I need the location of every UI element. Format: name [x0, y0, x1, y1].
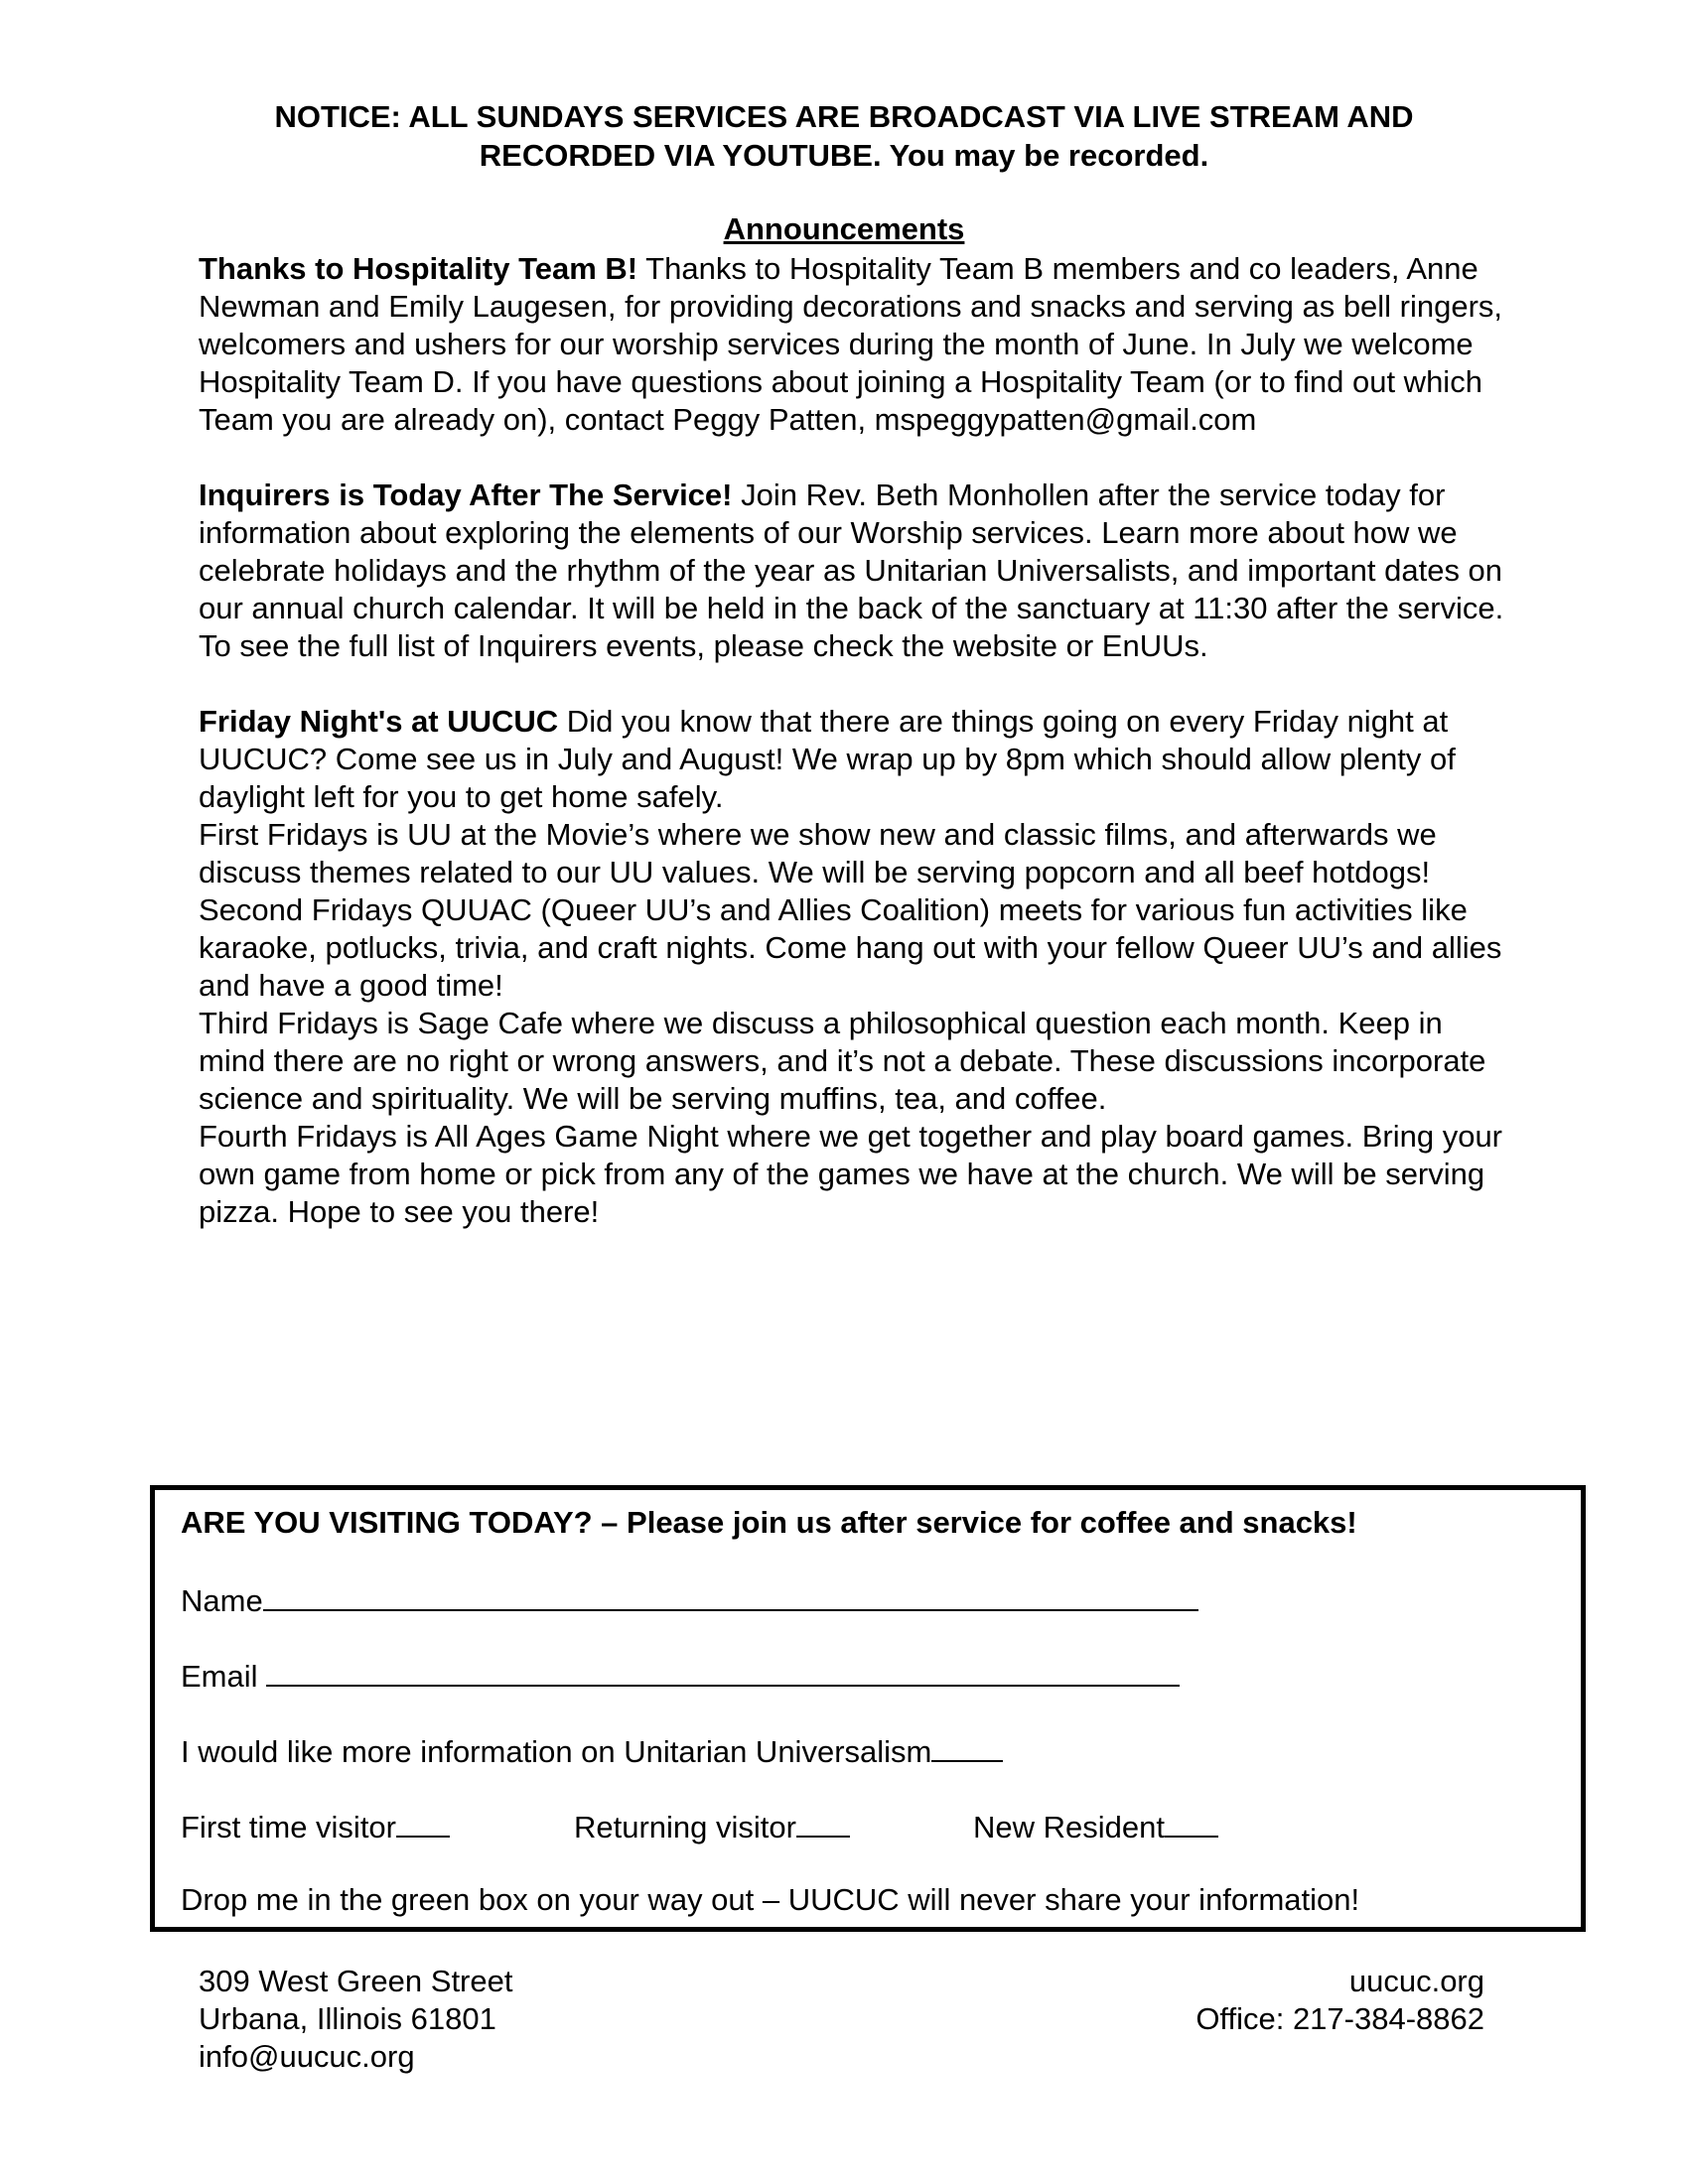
name-row [181, 1579, 1198, 1620]
footer-address [199, 1963, 512, 2076]
email-row [181, 1655, 1180, 1696]
more-info-row [181, 1730, 1003, 1771]
inquirers-text: Join Rev. Beth Monhollen after the service today for information about exploring the elements of our Worship services. Learn more about how we celebrate holidays and the rhythm of the year as Unitarian Universalists, and important dates on our annual church calendar. It will be held in the back of the sanctuary at 11:30 after the service. To see the full list of Inquirers events, please check the website or EnUUs. [199, 478, 1504, 663]
second-fridays: Second Fridays QUUAC (Queer UU’s and Allies Coalition) meets for various fun activities like karaoke, potlucks, trivia, and craft nights. Come hang out with your fellow Queer UU’s and allies and have a good time! [199, 892, 1502, 1003]
hospitality-text: Thanks to Hospitality Team B members and co leaders, Anne Newman and Emily Laugesen, for providing decorations and snacks and serving as bell ringers, welcomers and ushers for our worship services during the month of June. In July we welcome Hospitality Team D. If you have questions about joining a Hospitality Team (or to find out which Team you are already on), contact Peggy Patten, mspeggypatten@gmail.com [199, 251, 1503, 437]
footer-city: Urbana, Illinois 61801 [199, 2001, 496, 2036]
visitor-type-row [181, 1806, 450, 1846]
footer-contact [1196, 1963, 1484, 2038]
new-resident-label: New Resident [973, 1810, 1165, 1844]
hospitality-title: Thanks to Hospitality Team B! [199, 251, 638, 286]
fridays-announcement [199, 703, 1509, 1231]
footer-office-phone: Office: 217-384-8862 [1196, 2001, 1484, 2036]
new-resident-group [973, 1806, 1218, 1846]
footer-website[interactable]: uucuc.org [1348, 1964, 1484, 1998]
returning-checkbox[interactable] [796, 1806, 850, 1838]
returning-group [574, 1806, 850, 1846]
first-fridays: First Fridays is UU at the Movie’s where we show new and classic films, and afterwards we discuss themes related to our UU values. We will be serving popcorn and all beef hotdogs! [199, 817, 1437, 889]
announcements-heading: Announcements [723, 211, 965, 246]
fridays-intro-text: Did you know that there are things going on every Friday night at UUCUC? Come see us in July and August! We wrap up by 8pm which should allow plenty of daylight left for you to get home safely. [199, 704, 1456, 814]
visitor-form-title: ARE YOU VISITING TODAY? – Please join us after service for coffee and snacks! [181, 1505, 1357, 1540]
announcements-body [199, 250, 1509, 1231]
notice-line-2: RECORDED VIA YOUTUBE. You may be recorded. [479, 138, 1209, 173]
third-fridays: Third Fridays is Sage Cafe where we discuss a philosophical question each month. Keep in mind there are no right or wrong answers, and it’s not a debate. These discussions incorporate science and spirituality. We will be serving muffins, tea, and coffee. [199, 1006, 1486, 1116]
name-field[interactable] [263, 1579, 1198, 1611]
fridays-intro [199, 703, 1509, 816]
visitor-form [150, 1485, 1586, 1932]
name-label: Name [181, 1583, 263, 1618]
inquirers-title: Inquirers is Today After The Service! [199, 478, 733, 512]
email-label: Email [181, 1659, 258, 1694]
fourth-fridays: Fourth Fridays is All Ages Game Night where we get together and play board games. Bring your own game from home or pick from any of the games we have at the church. We will be serving pizza. Hope to see you there! [199, 1119, 1503, 1229]
drop-note: Drop me in the green box on your way out – UUCUC will never share your information! [181, 1882, 1360, 1917]
footer-street: 309 West Green Street [199, 1964, 513, 1998]
more-info-checkbox[interactable] [931, 1730, 1003, 1762]
first-time-checkbox[interactable] [396, 1806, 450, 1838]
notice-line-1: NOTICE: ALL SUNDAYS SERVICES ARE BROADCAST VIA LIVE STREAM AND [274, 99, 1414, 134]
fridays-title: Friday Night's at UUCUC [199, 704, 559, 739]
more-info-label: I would like more information on Unitarian Universalism [181, 1734, 932, 1769]
new-resident-checkbox[interactable] [1165, 1806, 1218, 1838]
returning-label: Returning visitor [574, 1810, 796, 1844]
inquirers-announcement [199, 477, 1509, 665]
hospitality-announcement [199, 250, 1509, 439]
recording-notice [149, 97, 1539, 175]
email-field[interactable] [266, 1655, 1180, 1687]
footer-email[interactable]: info@uucuc.org [199, 2039, 415, 2074]
first-time-label: First time visitor [181, 1810, 396, 1844]
